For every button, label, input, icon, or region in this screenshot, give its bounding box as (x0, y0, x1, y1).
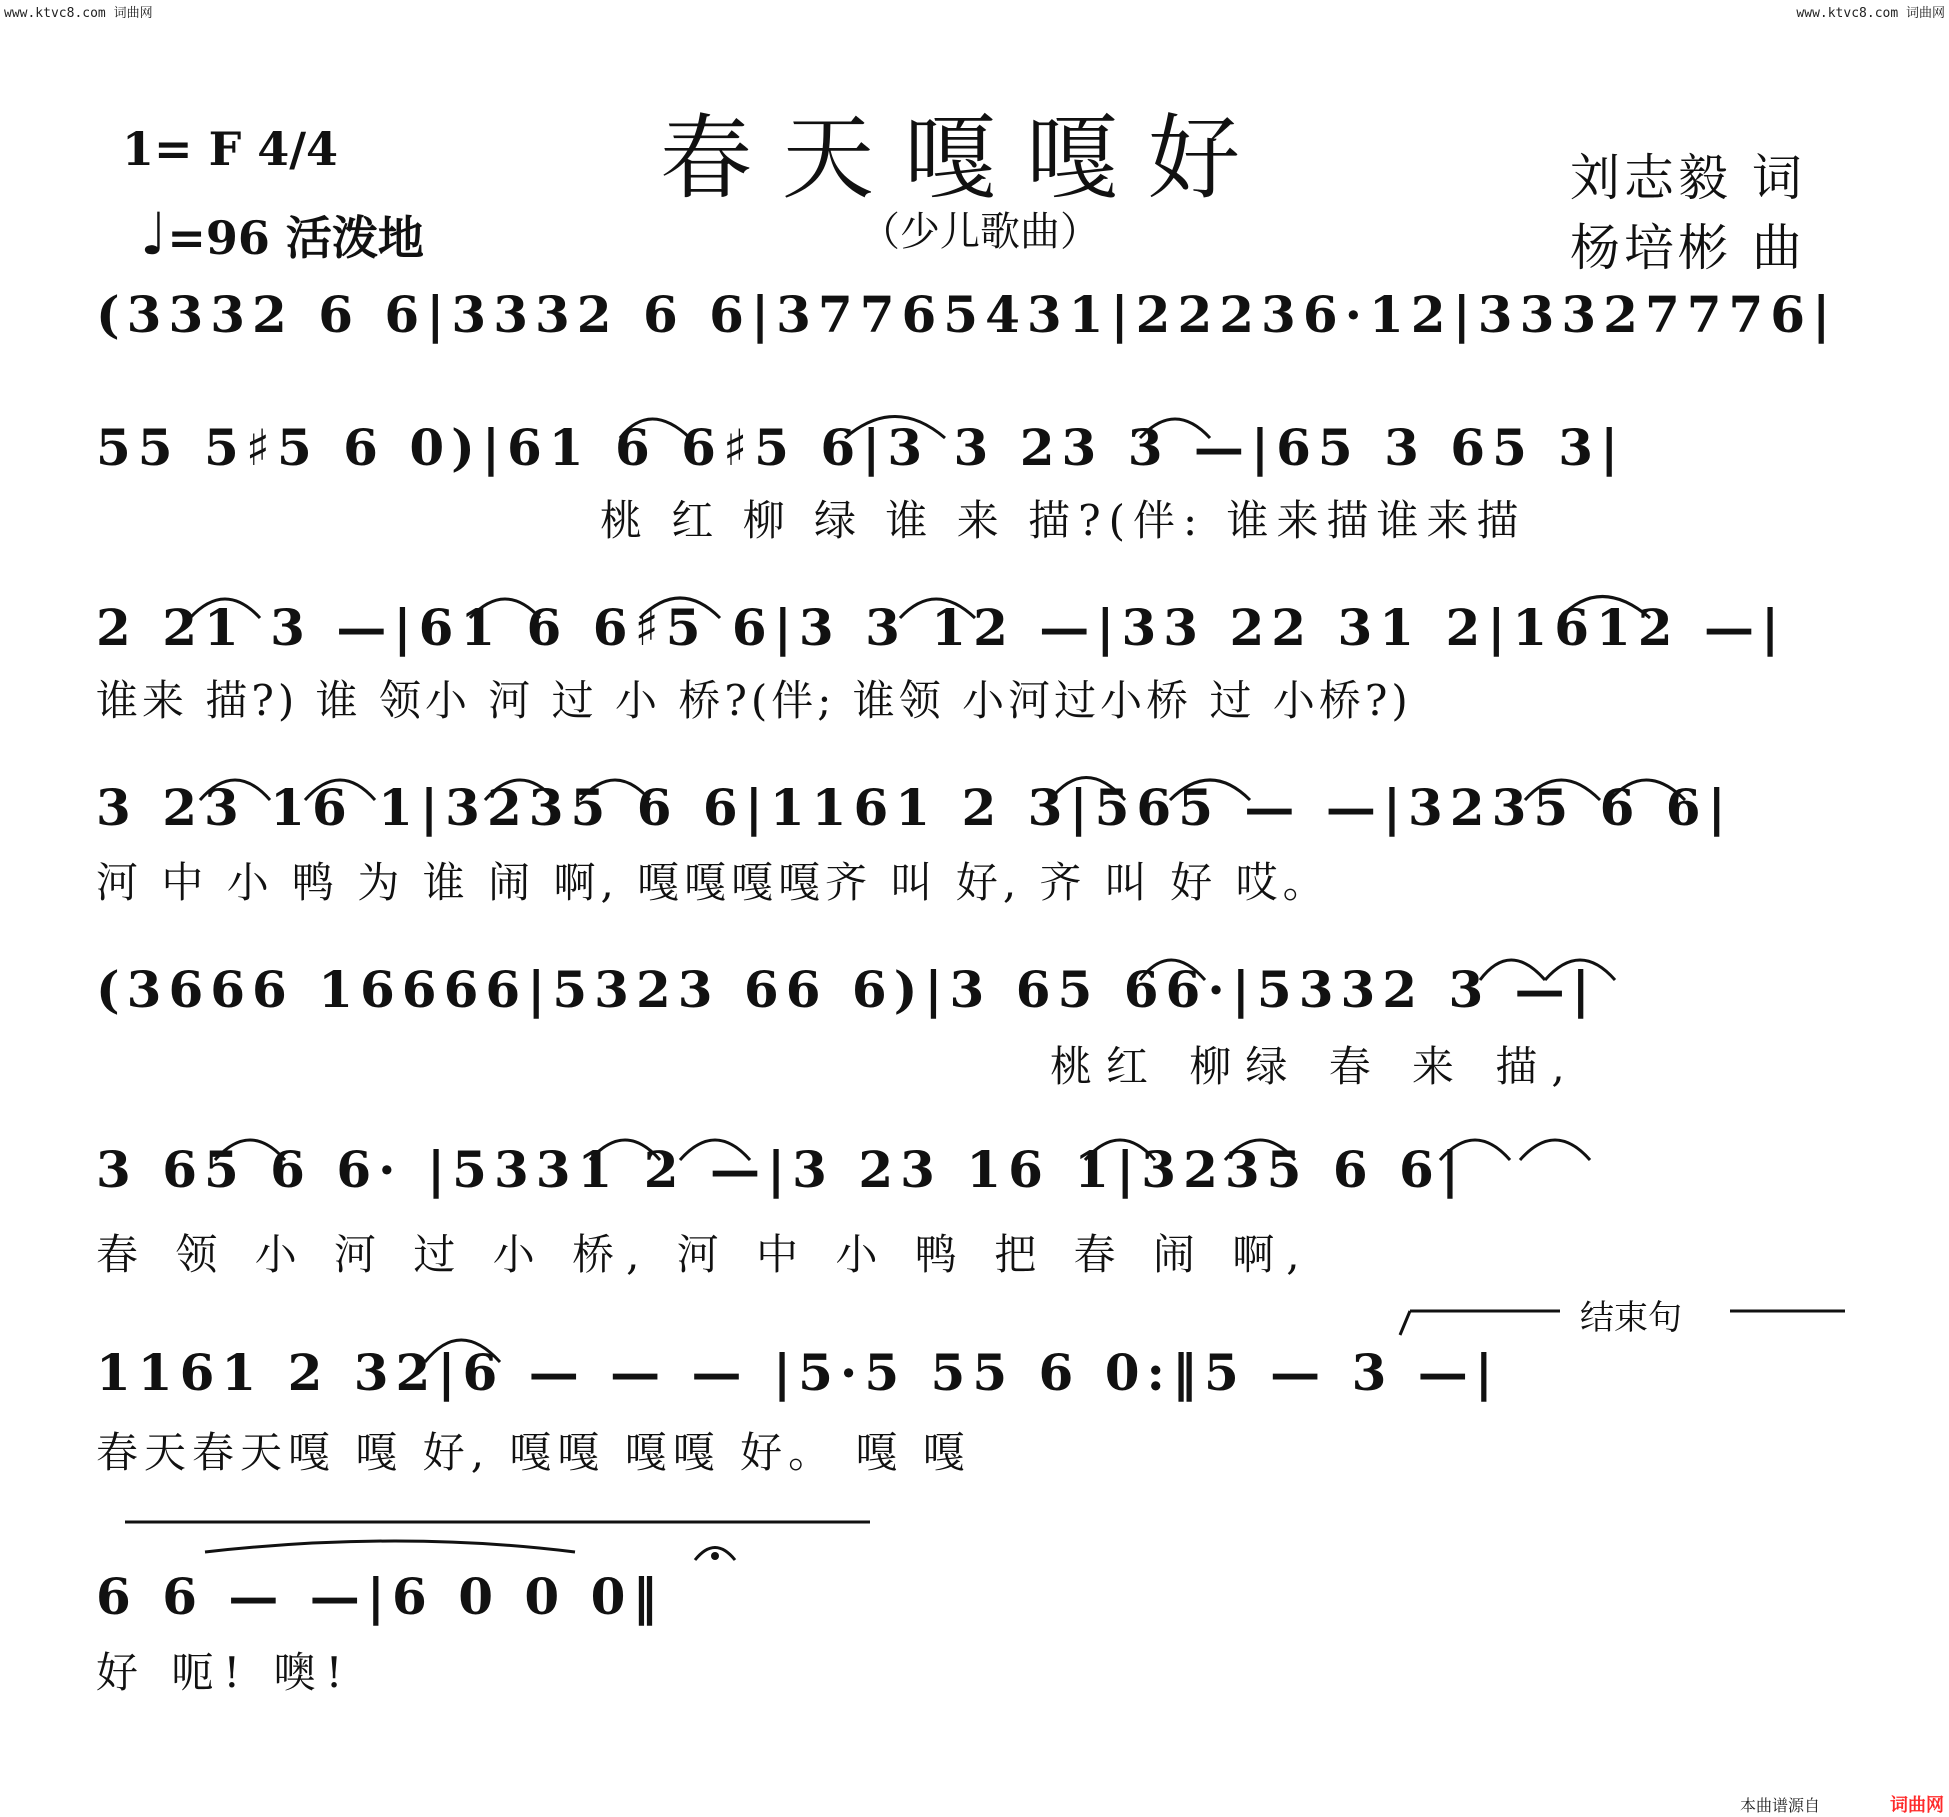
slur-11 (485, 780, 555, 800)
watermark-right: www.ktvc8.com 词曲网 (1796, 6, 1945, 21)
lyrics-line-2: 桃 红 柳 绿 谁 来 描?(伴: 谁来描谁来描 (600, 496, 1527, 545)
lyrics-line-6: 春 领 小 河 过 小 桥, 河 中 小 鸭 把 春 闹 啊, (96, 1230, 1312, 1279)
lyricist-credit: 刘志毅 词 (1570, 149, 1806, 207)
ending-bracket (1400, 1311, 1845, 1335)
song-subtitle: （少儿歌曲） (860, 209, 1100, 255)
lyrics-line-3: 谁来 描?) 谁 领小 河 过 小 桥?(伴; 谁领 小河过小桥 过 小桥?) (96, 676, 1412, 725)
slur-4 (190, 599, 260, 618)
watermark-left: www.ktvc8.com 词曲网 (4, 6, 153, 21)
score-line-5: (3666 16666|5323 66 6)|3 65 66·|5332 3 —| (96, 960, 1597, 1019)
slur-1 (620, 419, 690, 438)
slur-8 (1560, 597, 1650, 619)
slur-18 (1480, 960, 1545, 980)
ending-label: 结束句 (1580, 1298, 1682, 1338)
slur-19 (1545, 960, 1615, 980)
footer-brand-logo[interactable]: 词曲网 (1890, 1795, 1944, 1816)
slur-5 (470, 599, 540, 618)
slur-16 (1610, 780, 1685, 800)
slur-3 (1140, 419, 1210, 438)
tempo-text: =96 活泼地 (167, 211, 424, 265)
lyrics-line-7: 春天春天嘎 嘎 好, 嘎嘎 嘎嘎 好。 嘎 嘎 (96, 1428, 971, 1477)
song-title: 春天嘎嘎好 (660, 105, 1271, 212)
lyrics-line-5: 桃红 柳绿 春 来 描, (1050, 1042, 1579, 1091)
score-line-1: (3332 6 6|3332 6 6|37765431|22236·12|33327776| (96, 285, 1838, 344)
score-line-2: 55 5♯5 6 0)|61 6 6♯5 6|3 3 23 3 —|65 3 65 3| (96, 418, 1626, 477)
slur-24 (1225, 1140, 1295, 1160)
slur-26 (1520, 1140, 1590, 1160)
slur-14 (1170, 780, 1250, 800)
slur-2 (845, 417, 945, 439)
slur-9 (200, 780, 270, 800)
quarter-note-icon: ♩ (140, 200, 168, 268)
key-signature: 1= F 4/4 (122, 122, 339, 176)
score-line-8: 6 6 — —|6 0 0 0‖ (96, 1567, 665, 1626)
slur-27 (425, 1340, 500, 1362)
slur-10 (305, 780, 375, 800)
score-line-6: 3 65 6 6· |5331 2 —|3 23 16 1|3235 6 6| (96, 1140, 1467, 1199)
slur-17 (1140, 960, 1205, 980)
lyrics-line-4: 河 中 小 鸭 为 谁 闹 啊, 嘎嘎嘎嘎齐 叫 好, 齐 叫 好 哎。 (96, 858, 1330, 907)
slur-21 (590, 1140, 660, 1160)
slur-25 (1440, 1140, 1510, 1160)
slur-23 (1085, 1140, 1155, 1160)
slur-12 (580, 780, 650, 800)
slur-13 (1050, 778, 1125, 801)
slur-15 (1525, 780, 1600, 800)
score-line-7: 1161 2 32|6 — — — |5·5 55 6 0:‖5 — 3 —| (96, 1343, 1500, 1402)
composer-credit: 杨培彬 曲 (1570, 219, 1806, 277)
lyrics-line-8: 好 呃! 噢! (96, 1648, 353, 1697)
slur-20 (215, 1140, 285, 1160)
tie-last-row (205, 1541, 575, 1552)
slur-7 (900, 599, 975, 618)
slur-6 (640, 598, 720, 618)
footer-source: 本曲谱源自 (1740, 1796, 1821, 1815)
score-line-4: 3 23 16 1|3235 6 6|1161 2 3|565 — —|3235 6 6| (96, 778, 1733, 837)
score-line-3: 2 21 3 —|61 6 6♯5 6|3 3 12 —|33 22 31 2|1612 —| (96, 598, 1787, 657)
slur-22 (680, 1140, 750, 1160)
